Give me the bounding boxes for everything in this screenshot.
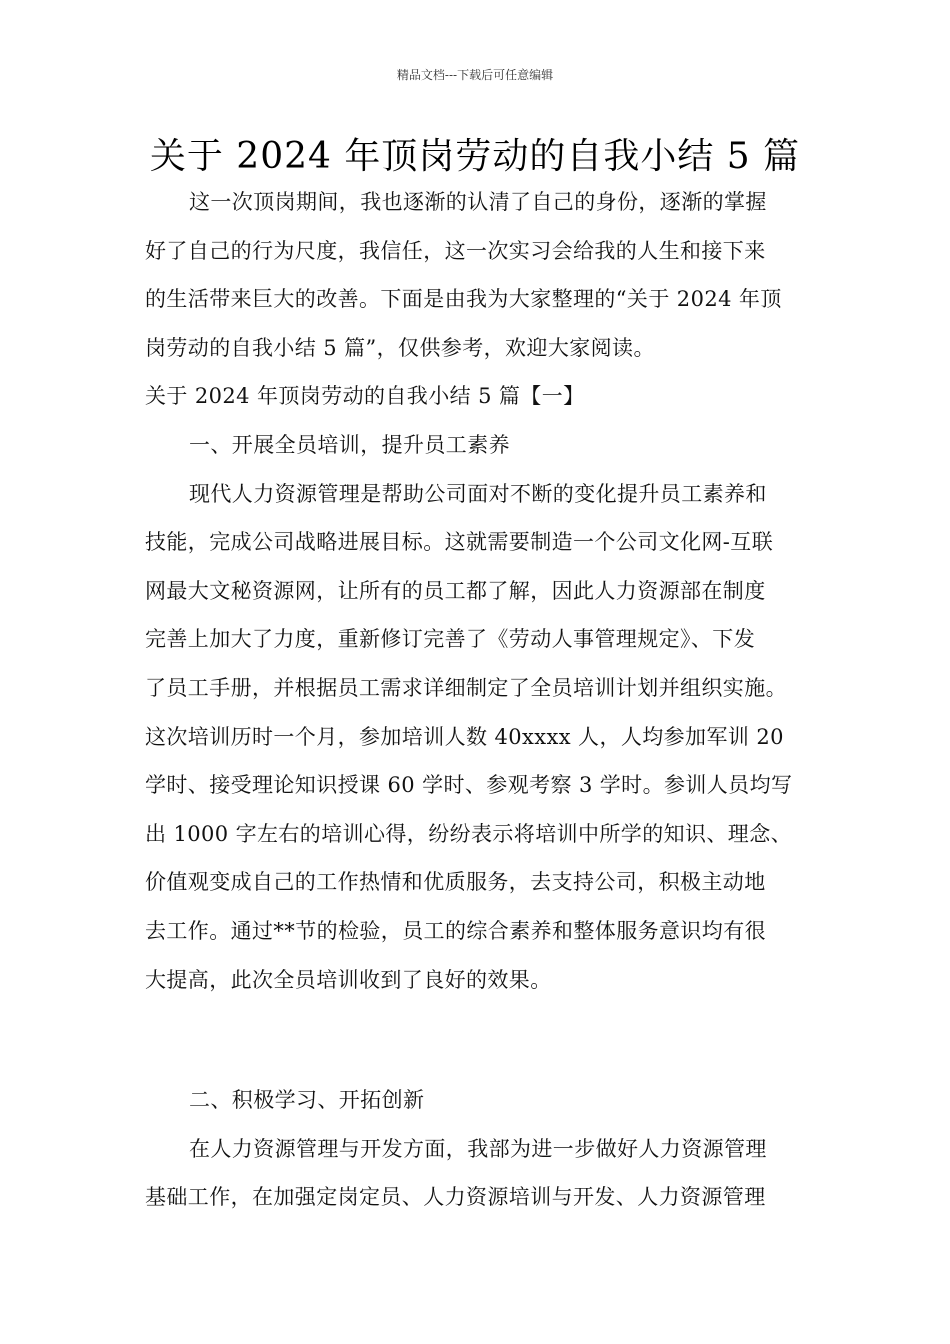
intro-line: 岗劳动的自我小结 5 篇”，仅供参考，欢迎大家阅读。 [145,335,655,360]
paragraph-line: 学时、接受理论知识授课 60 学时、参观考察 3 学时。参训人员均写 [145,773,793,798]
part1-heading: 一、开展全员培训，提升员工素养 [189,432,510,457]
paragraph-line: 大提高，此次全员培训收到了良好的效果。 [145,967,552,992]
paragraph-line: 这次培训历时一个月，参加培训人数 40xxxx 人，人均参加军训 20 [145,724,784,749]
paragraph-line: 网最大文秘资源网，让所有的员工都了解，因此人力资源部在制度 [145,578,766,603]
paragraph-line: 去工作。通过**节的检验，员工的综合素养和整体服务意识均有很 [145,918,766,943]
paragraph-line: 价值观变成自己的工作热情和优质服务，去支持公司，积极主动地 [145,870,766,895]
document-body [145,178,825,1222]
section-spacer [145,1004,825,1076]
paragraph-line: 完善上加大了力度，重新修订完善了《劳动人事管理规定》、下发 [145,627,756,652]
paragraph-line: 基础工作，在加强定岗定员、人力资源培训与开发、人力资源管理 [145,1185,766,1210]
section-heading: 关于 2024 年顶岗劳动的自我小结 5 篇【一】 [145,384,585,409]
header-note: 精品文档---下载后可任意编辑 [396,68,554,82]
paragraph-line: 了员工手册，并根据员工需求详细制定了全员培训计划并组织实施。 [145,675,787,700]
paragraph-line: 现代人力资源管理是帮助公司面对不断的变化提升员工素养和 [189,481,767,506]
intro-line: 的生活带来巨大的改善。下面是由我为大家整理的“关于 2024 年顶 [145,287,782,312]
document-title: 关于 2024 年顶岗劳动的自我小结 5 篇 [149,136,801,177]
paragraph-line: 出 1000 字左右的培训心得，纷纷表示将培训中所学的知识、理念、 [145,821,792,846]
part2-heading: 二、积极学习、开拓创新 [189,1088,425,1113]
intro-line: 好了自己的行为尺度，我信任，这一次实习会给我的人生和接下来 [145,238,766,263]
intro-line: 这一次顶岗期间，我也逐渐的认清了自己的身份，逐渐的掌握 [189,190,767,214]
paragraph-line: 在人力资源管理与开发方面，我部为进一步做好人力资源管理 [189,1136,767,1161]
paragraph-line: 技能，完成公司战略进展目标。这就需要制造一个公司文化网-互联 [145,530,774,555]
